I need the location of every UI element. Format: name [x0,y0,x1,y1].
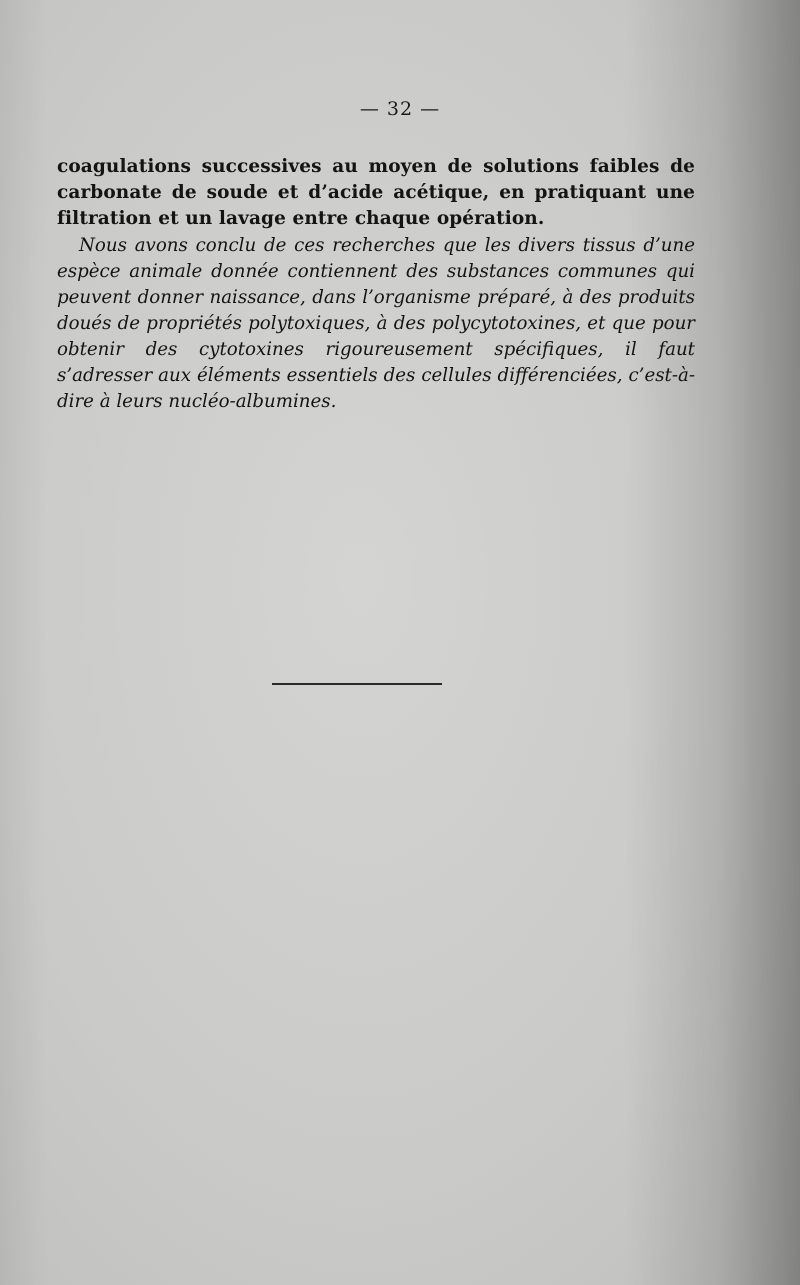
page-number: — 32 — [359,98,441,120]
paragraph-2: Nous avons conclu de ces recherches que les divers tissus d’une espèce animale donnée contiennent des substances communes qui peuvent donner naissance, dans l’organisme préparé, à des produits doués de propriétés polytoxiques, à des polycytotoxines, et que pour obtenir des cytotoxines rigoureusement spécifiques, il faut s’adresser aux éléments essentiels des cellules différenciées, c’est-à-dire à leurs nucléo-albumines. [57,235,695,413]
section-divider [272,683,442,685]
paragraph-1: coagulations successives au moyen de solutions faibles de carbonate de soude et d’acide acétique, en pratiquant une filtration et un lavage entre chaque opération. [57,155,695,229]
